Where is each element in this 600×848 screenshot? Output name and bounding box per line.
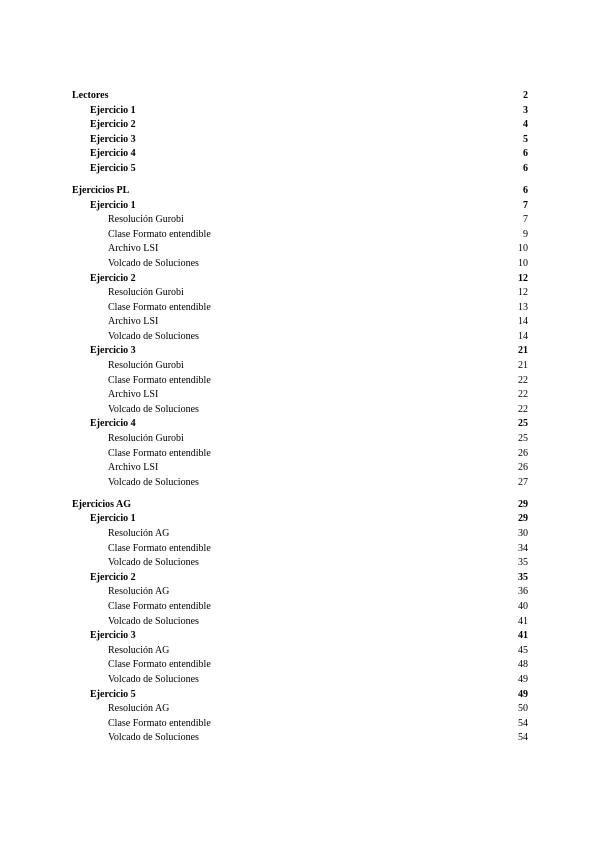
toc-entry-title: Ejercicio 2 (90, 119, 136, 131)
toc-entry-page-number: 10 (518, 257, 528, 269)
toc-entry-page-number: 10 (518, 243, 528, 255)
toc-entry-title: Archivo LSI (108, 243, 159, 255)
toc-entry-title: Volcado de Soluciones (108, 257, 199, 269)
toc-section-entry[interactable] (72, 498, 528, 513)
toc-subsection-entry[interactable] (72, 461, 528, 476)
toc-entry-title: Volcado de Soluciones (108, 403, 199, 415)
toc-entry-title: Ejercicio 5 (90, 162, 136, 174)
toc-exercise-entry[interactable] (72, 512, 528, 527)
toc-entry-title: Volcado de Soluciones (108, 330, 199, 342)
toc-entry-title: Clase Formato entendible (108, 374, 211, 386)
toc-subsection-entry[interactable] (72, 585, 528, 600)
toc-entry-page-number: 22 (518, 403, 528, 415)
toc-entry-title: Ejercicio 1 (90, 513, 136, 525)
toc-subsection-entry[interactable] (72, 315, 528, 330)
toc-entry-title: Ejercicio 2 (90, 272, 136, 284)
toc-entry-page-number: 41 (518, 615, 528, 627)
toc-entry-title: Resolución Gurobi (108, 433, 184, 445)
toc-entry-title: Clase Formato entendible (108, 659, 211, 671)
toc-entry-title: Resolución AG (108, 528, 170, 539)
toc-subsection-entry[interactable] (72, 542, 528, 557)
toc-entry-page-number: 26 (518, 462, 528, 474)
toc-section-entry[interactable] (72, 89, 528, 104)
toc-entry-title: Volcado de Soluciones (108, 673, 199, 685)
toc-exercise-entry[interactable] (72, 629, 528, 644)
table-of-contents (72, 89, 528, 746)
toc-subsection-entry[interactable] (72, 476, 528, 491)
toc-entry-page-number: 54 (518, 717, 528, 729)
toc-entry-title: Resolución Gurobi (108, 287, 184, 299)
toc-entry-page-number: 29 (518, 513, 528, 525)
toc-entry-title: Archivo LSI (108, 389, 159, 401)
toc-entry-title: Resolución AG (108, 703, 170, 715)
toc-entry-title: Resolución AG (108, 644, 170, 656)
toc-entry-title: Clase Formato entendible (108, 542, 211, 554)
toc-entry-page-number: 14 (518, 316, 528, 328)
toc-entry-page-number: 49 (518, 688, 528, 700)
toc-subsection-entry[interactable] (72, 432, 528, 447)
toc-entry-title: Resolución Gurobi (108, 214, 184, 226)
toc-entry-page-number: 48 (518, 659, 528, 671)
toc-entry-page-number: 35 (518, 571, 528, 583)
toc-entry-page-number: 25 (518, 418, 528, 430)
toc-exercise-entry[interactable] (72, 344, 528, 359)
toc-entry-page-number: 9 (523, 228, 528, 240)
toc-entry-title: Volcado de Soluciones (108, 732, 199, 744)
toc-entry-title: Volcado de Soluciones (108, 557, 199, 569)
toc-entry-page-number: 35 (518, 557, 528, 569)
toc-entry-title: Ejercicio 2 (90, 571, 136, 583)
toc-entry-title: Ejercicios AG (72, 498, 131, 510)
toc-entry-page-number: 6 (523, 184, 528, 196)
toc-entry-page-number: 50 (518, 703, 528, 715)
toc-exercise-entry[interactable] (72, 272, 528, 287)
toc-entry-page-number: 25 (518, 433, 528, 445)
toc-entry-title: Clase Formato entendible (108, 447, 211, 459)
toc-entry-page-number: 36 (518, 586, 528, 598)
toc-subsection-entry[interactable] (72, 228, 528, 243)
toc-entry-title: Archivo LSI (108, 316, 159, 328)
toc-entry-title: Clase Formato entendible (108, 600, 211, 612)
toc-exercise-entry[interactable] (72, 417, 528, 432)
toc-entry-page-number: 21 (518, 360, 528, 372)
toc-subsection-entry[interactable] (72, 658, 528, 673)
toc-entry-page-number: 45 (518, 644, 528, 656)
toc-entry-page-number: 7 (523, 199, 528, 211)
toc-entry-page-number: 4 (523, 119, 528, 131)
toc-entry-page-number: 14 (518, 330, 528, 342)
toc-subsection-entry[interactable] (72, 644, 528, 659)
toc-subsection-entry[interactable] (72, 447, 528, 462)
toc-subsection-entry[interactable] (72, 330, 528, 345)
toc-subsection-entry[interactable] (72, 301, 528, 316)
toc-section-entry[interactable] (72, 184, 528, 199)
toc-exercise-entry[interactable] (72, 104, 528, 119)
toc-entry-title: Lectores (72, 90, 109, 101)
toc-entry-page-number: 41 (518, 630, 528, 642)
toc-entry-page-number: 40 (518, 600, 528, 612)
toc-entry-title: Resolución Gurobi (108, 360, 184, 372)
toc-entry-title: Ejercicio 1 (90, 104, 136, 116)
toc-exercise-entry[interactable] (72, 133, 528, 148)
toc-subsection-entry[interactable] (72, 731, 528, 746)
toc-exercise-entry[interactable] (72, 147, 528, 162)
toc-subsection-entry[interactable] (72, 242, 528, 257)
toc-subsection-entry[interactable] (72, 359, 528, 374)
toc-entry-page-number: 21 (518, 345, 528, 357)
toc-entry-title: Ejercicio 3 (90, 630, 136, 642)
toc-entry-page-number: 13 (518, 301, 528, 313)
toc-subsection-entry[interactable] (72, 615, 528, 630)
toc-entry-page-number: 54 (518, 732, 528, 744)
toc-subsection-entry[interactable] (72, 257, 528, 272)
toc-entry-title: Clase Formato entendible (108, 228, 211, 240)
toc-subsection-entry[interactable] (72, 374, 528, 389)
toc-entry-page-number: 22 (518, 389, 528, 401)
toc-exercise-entry[interactable] (72, 118, 528, 133)
toc-entry-page-number: 2 (523, 90, 528, 101)
toc-exercise-entry[interactable] (72, 162, 528, 177)
toc-subsection-entry[interactable] (72, 403, 528, 418)
toc-entry-title: Clase Formato entendible (108, 301, 211, 313)
toc-subsection-entry[interactable] (72, 286, 528, 301)
toc-entry-page-number: 34 (518, 542, 528, 554)
toc-entry-page-number: 12 (518, 287, 528, 299)
toc-subsection-entry[interactable] (72, 556, 528, 571)
toc-entry-title: Resolución AG (108, 586, 170, 598)
toc-entry-page-number: 5 (523, 133, 528, 145)
toc-entry-title: Volcado de Soluciones (108, 476, 199, 488)
toc-subsection-entry[interactable] (72, 213, 528, 228)
toc-exercise-entry[interactable] (72, 688, 528, 703)
toc-entry-title: Ejercicio 3 (90, 345, 136, 357)
toc-subsection-entry[interactable] (72, 702, 528, 717)
toc-subsection-entry[interactable] (72, 388, 528, 403)
toc-subsection-entry[interactable] (72, 717, 528, 732)
toc-entry-page-number: 26 (518, 447, 528, 459)
toc-entry-title: Ejercicio 5 (90, 688, 136, 700)
toc-entry-page-number: 7 (523, 214, 528, 226)
toc-entry-page-number: 3 (523, 104, 528, 116)
toc-entry-title: Ejercicios PL (72, 184, 130, 196)
toc-entry-page-number: 29 (518, 498, 528, 510)
toc-entry-title: Ejercicio 1 (90, 199, 136, 211)
toc-entry-title: Ejercicio 3 (90, 133, 136, 145)
toc-entry-page-number: 22 (518, 374, 528, 386)
toc-entry-page-number: 30 (518, 528, 528, 539)
toc-entry-page-number: 6 (523, 148, 528, 160)
toc-subsection-entry[interactable] (72, 673, 528, 688)
toc-exercise-entry[interactable] (72, 571, 528, 586)
toc-entry-title: Volcado de Soluciones (108, 615, 199, 627)
toc-entry-page-number: 49 (518, 673, 528, 685)
toc-subsection-entry[interactable] (72, 527, 528, 542)
toc-entry-page-number: 6 (523, 162, 528, 174)
toc-subsection-entry[interactable] (72, 600, 528, 615)
toc-entry-page-number: 12 (518, 272, 528, 284)
toc-entry-page-number: 27 (518, 476, 528, 488)
toc-entry-title: Archivo LSI (108, 462, 159, 474)
toc-entry-title: Ejercicio 4 (90, 418, 136, 430)
toc-exercise-entry[interactable] (72, 199, 528, 214)
toc-entry-title: Ejercicio 4 (90, 148, 136, 160)
toc-entry-title: Clase Formato entendible (108, 717, 211, 729)
